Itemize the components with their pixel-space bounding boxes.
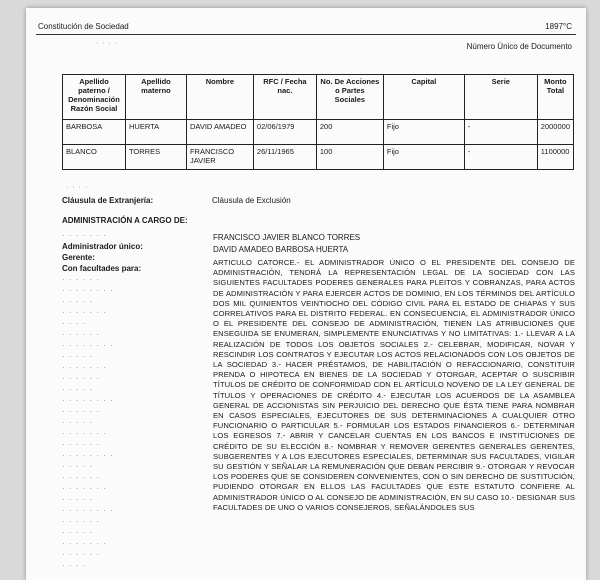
- redacted-text: · · · · ·: [62, 297, 94, 306]
- table-cell: 1100000: [537, 145, 573, 170]
- powers-clause-text: ARTICULO CATORCE.- EL ADMINISTRADOR ÚNICO O EL PRESIDENTE DEL CONSEJO DE ADMINISTRACIÓN, TENDRÁ LA REPRESENTACIÓN LEGAL DE LA SOCIEDAD CON LAS SIGUIENTES FACULTADES PODERES GENERALES PARA PLEITOS Y COBRANZAS, PARA ACTOS DE ADMINISTRACIÓN Y PARA EJERCER ACTOS DE DOMINIO, EN LOS TÉRMINOS DEL ARTÍCULO DOS MIL QUINIENTOS VEINTIOCHO DEL CÓDIGO CIVIL PARA EL ESTADO DE CHIAPAS Y SUS CORRELATIVOS PARA EL DISTRITO FEDERAL. EN CONSECUENCIA, EL ADMINISTRADOR ÚNICO O EL PRESIDENTE DEL CONSEJO DE ADMINISTRACIÓN, TIENEN LAS ATRIBUCIONES QUE ENSEGUIDA SE ENUMERAN, SIMPLEMENTE ENUNCIATIVAS Y NO LIMITATIVAS: 1.- LLEVAR A LA REALIZACIÓN DE TODOS LOS OBJETOS SOCIALES 2.- CELEBRAR, MODIFICAR, NOVAR Y RESCINDIR LOS CONTRATOS Y EJECUTAR LOS ACTOS RELACIONADOS CON LOS OBJETOS DE LA SOCIEDAD 3.- HACER PRÉSTAMOS, DE HABILITACIÓN O REFACCIONARIO, CONSTITUIR PRENDA O HIPOTECA EN BIENES DE LA SOCIEDAD Y OTORGAR, ACEPTAR O SUSCRIBIR TÍTULOS DE CRÉDITO DE CONFORMIDAD CON EL ARTÍCULO NOVENO DE LA LEY GENERAL DE TÍTULOS Y OPERACIONES DE CRÉDITO 4.- EJECUTAR LOS ACUERDOS DE LA ASAMBLEA GENERAL DE ACCIONISTAS SIN PERJUICIO DEL DERECHO QUE ÉSTA TIENE PARA NOMBRAR EN CASOS ESPECIALES, EJECUTORES DE SUS DETERMINACIONES A CUALQUIER OTRO FUNCIONARIO O PARTICULAR 5.- FORMULAR LOS ESTADOS FINANCIEROS 6.- DETERMINAR LOS EGRESOS 7.- ABRIR Y CANCELAR CUENTAS EN LOS BANCOS E INSTITUCIONES DE CRÉDITO DE SU ELECCIÓN 8.- NOMBRAR Y REMOVER GERENTES GENERALES GERENTES, SUBGERENTES Y A LOS EJECUTORES ESPECIALES, DETERMINAR SUS FACULTADES, VIGILAR SU GESTIÓN Y SEÑALAR LA REMUNERACIÓN QUE DEBAN PERCIBIR 9.- OTORGAR Y REVOCAR LOS PODERES QUE SE CONSIDEREN CONVENIENTES, CON O SIN DERECHO DE SUSTITUCIÓN, PUDIENDO OTORGAR EN ELLOS LAS FACULTADES QUE ESTE ESTATUTO CONFIERE AL ADMINISTRADOR ÚNICO O AL CONSEJO DE ADMINISTRACIÓN, EN SU CASO 10.- DESIGNAR SUS FACULTADES DE UNO O VARIOS CONSEJEROS, SEÑALÁNDOLES SUS: [213, 258, 575, 512]
- redacted-text: · · · ·: [62, 319, 87, 328]
- column-header: Apellido materno: [125, 75, 186, 120]
- column-header: Serie: [464, 75, 537, 120]
- redacted-text: · · · · · ·: [62, 517, 101, 526]
- redacted-text: · · · · ·: [62, 528, 94, 537]
- redacted-text: · · · · · · · ·: [62, 396, 114, 405]
- redacted-text: · · · · · ·: [62, 550, 101, 559]
- column-header: Monto Total: [537, 75, 573, 120]
- manager-name: DAVID AMADEO BARBOSA HUERTA: [213, 245, 349, 254]
- redacted-text: · · · · · · ·: [62, 429, 107, 438]
- column-header: Capital: [383, 75, 464, 120]
- redacted-scribble: · · · ·: [66, 184, 89, 191]
- redacted-text: · · · · ·: [62, 385, 94, 394]
- table-cell: BARBOSA: [63, 120, 126, 145]
- column-header: Apellido paterno / Denominación Razón Social: [63, 75, 126, 120]
- redacted-text: · · · · · · · ·: [62, 451, 114, 460]
- redacted-text: · · · · · ·: [62, 330, 101, 339]
- table-cell: TORRES: [125, 145, 186, 170]
- table-cell: FRANCISCO JAVIER: [186, 145, 253, 170]
- table-cell: Fijo: [383, 120, 464, 145]
- column-header: Nombre: [186, 75, 253, 120]
- redacted-text: · · · · · · · ·: [62, 286, 114, 295]
- redacted-text: · · · · ·: [62, 352, 94, 361]
- table-cell: 200: [316, 120, 383, 145]
- column-header: RFC / Fecha nac.: [253, 75, 316, 120]
- redacted-text: · · · · · ·: [62, 440, 101, 449]
- table-header-row: [63, 75, 574, 120]
- administration-title: ADMINISTRACIÓN A CARGO DE:: [62, 216, 188, 225]
- redacted-text: · · · · · ·: [62, 275, 101, 284]
- table-cell: Fijo: [383, 145, 464, 170]
- table-cell: 26/11/1965: [253, 145, 316, 170]
- redacted-text: · · · · · · ·: [62, 539, 107, 548]
- exclusion-clause-label: Cláusula de Exclusión: [212, 196, 291, 205]
- table-cell: BLANCO: [63, 145, 126, 170]
- redacted-text: · · · · · · ·: [62, 484, 107, 493]
- redacted-text: · · · ·: [62, 561, 87, 570]
- redacted-text: · · · · ·: [62, 418, 94, 427]
- table-cell: -: [464, 120, 537, 145]
- table-cell: DAVID AMADEO: [186, 120, 253, 145]
- redacted-text: · · · · · · ·: [62, 308, 107, 317]
- table-row: [63, 120, 574, 145]
- field-label: Gerente:: [62, 253, 95, 262]
- redacted-text: · · · · · ·: [62, 407, 101, 416]
- table-cell: 02/06/1979: [253, 120, 316, 145]
- redacted-text: · · · · · · · ·: [62, 506, 114, 515]
- redacted-text: · · · · ·: [62, 495, 94, 504]
- document-page: [26, 8, 586, 580]
- redacted-text: · · · · · ·: [62, 473, 101, 482]
- redacted-text: · · · · · · ·: [62, 363, 107, 372]
- redacted-text: · · · · · · · ·: [62, 341, 114, 350]
- table-row: [63, 145, 574, 170]
- shareholders-table: [62, 74, 574, 170]
- administration-details: [213, 232, 575, 513]
- field-label: Administrador único:: [62, 242, 143, 251]
- document-number-label: Número Único de Documento: [466, 42, 572, 51]
- administrator-name: FRANCISCO JAVIER BLANCO TORRES: [213, 233, 361, 242]
- redacted-text: · · · · · · ·: [62, 231, 107, 240]
- foreigners-clause-label: Cláusula de Extranjería:: [62, 196, 154, 205]
- table-cell: -: [464, 145, 537, 170]
- redacted-text: · · · · · ·: [62, 374, 101, 383]
- column-header: No. De Acciones o Partes Sociales: [316, 75, 383, 120]
- table-cell: 2000000: [537, 120, 573, 145]
- table-cell: 100: [316, 145, 383, 170]
- document-title: Constitución de Sociedad: [38, 22, 129, 31]
- redacted-scribble: · · · ·: [96, 40, 119, 47]
- header-rule: [36, 34, 576, 35]
- redacted-text: · · · · ·: [62, 462, 94, 471]
- page-code: 1897°C: [545, 22, 572, 31]
- field-label: Con facultades para:: [62, 264, 142, 273]
- table-cell: HUERTA: [125, 120, 186, 145]
- administration-labels: [62, 230, 202, 571]
